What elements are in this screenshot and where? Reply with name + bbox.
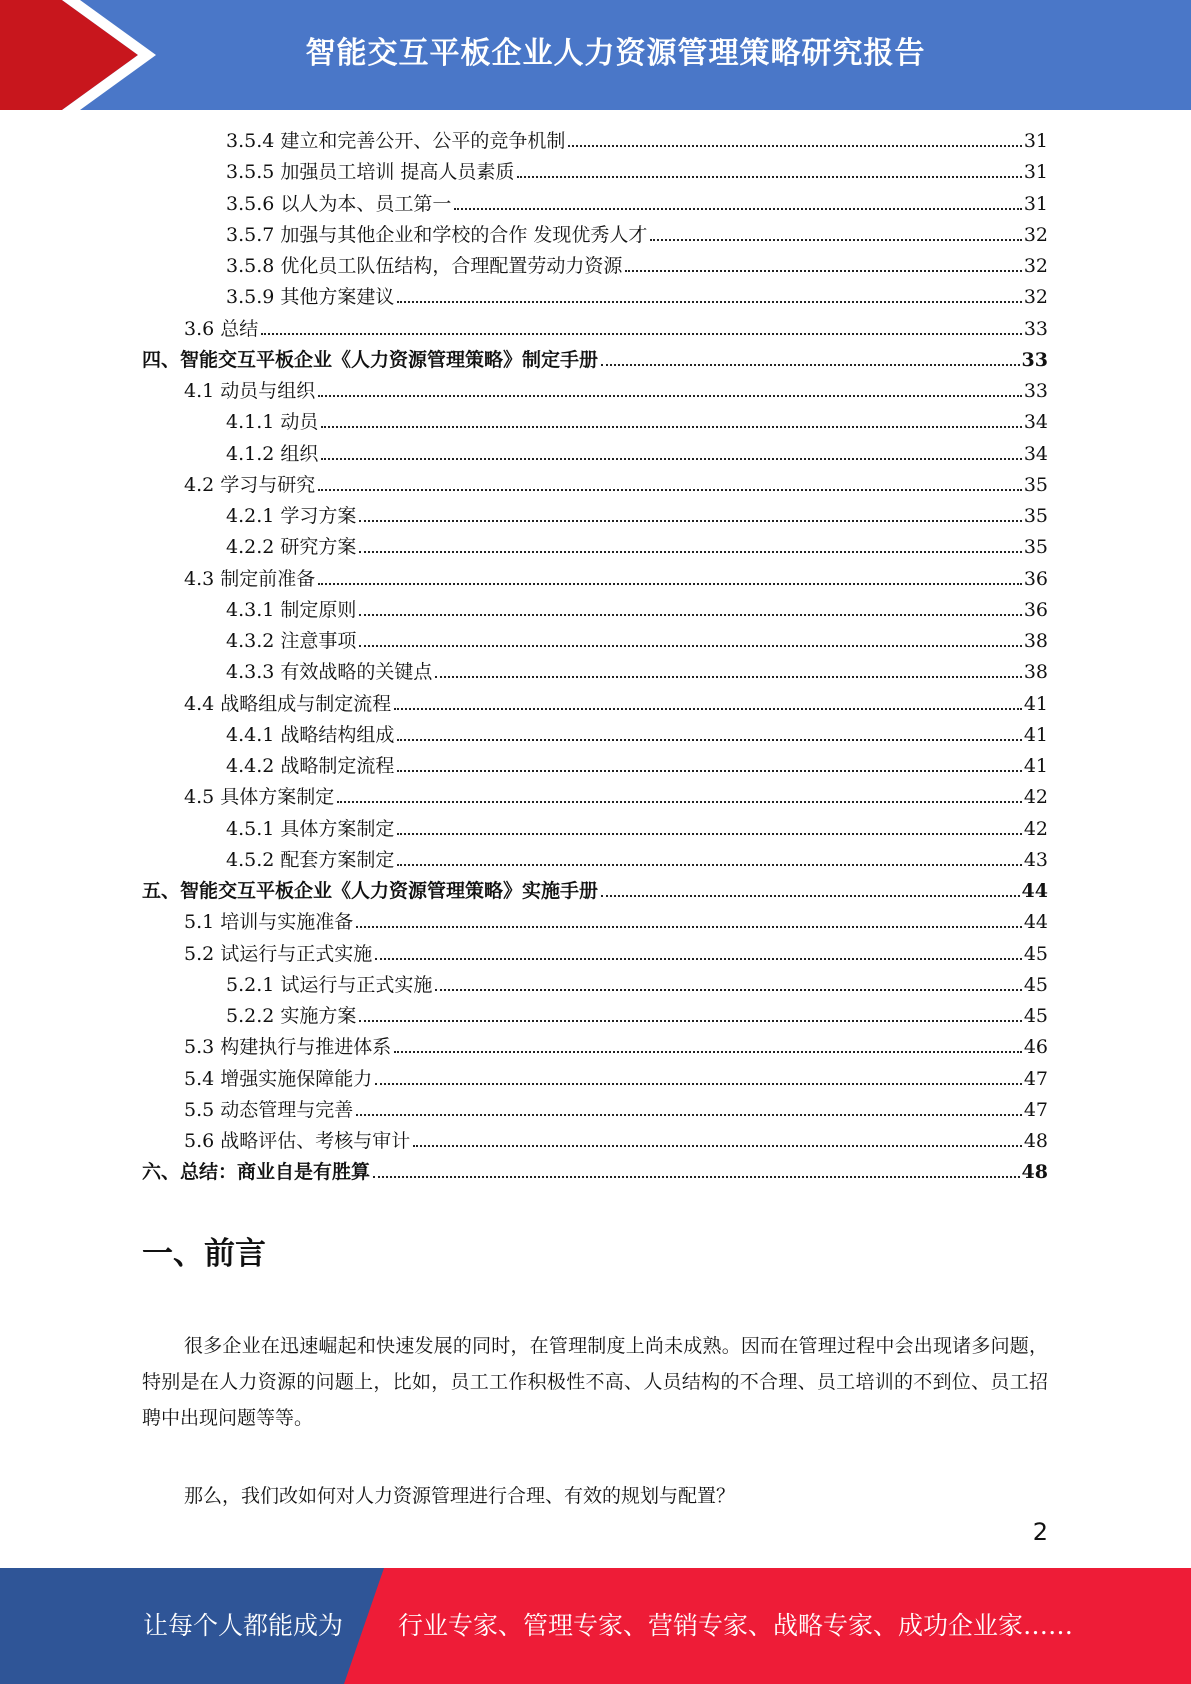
toc-entry[interactable]: [142, 595, 1048, 626]
toc-entry-page: 48: [1021, 1161, 1048, 1184]
toc-leader-dots: [650, 238, 1021, 241]
toc-entry[interactable]: [142, 532, 1048, 563]
toc-entry[interactable]: [142, 939, 1048, 970]
toc-entry-label: 4.3.1 制定原则: [226, 598, 357, 621]
toc-entry-page: 31: [1023, 161, 1048, 184]
toc-entry-label: 5.2.2 实施方案: [226, 1005, 357, 1027]
toc-entry[interactable]: [142, 657, 1048, 688]
toc-entry-page: 33: [1021, 348, 1048, 371]
toc-entry[interactable]: [142, 876, 1048, 907]
toc-leader-dots: [373, 1175, 1020, 1178]
toc-entry[interactable]: [142, 251, 1048, 282]
toc-entry-label: 3.5.5 加强员工培训 提高人员素质: [226, 161, 515, 184]
toc-entry-page: 42: [1023, 817, 1048, 840]
toc-leader-dots: [435, 988, 1021, 991]
toc-entry-label: 5.4 增强实施保障能力: [184, 1067, 373, 1090]
toc-entry[interactable]: [142, 314, 1048, 345]
toc-entry-page: 36: [1023, 567, 1048, 590]
toc-entry[interactable]: [142, 782, 1048, 813]
toc-entry[interactable]: [142, 126, 1048, 157]
toc-entry[interactable]: [142, 407, 1048, 438]
toc-entry[interactable]: [142, 376, 1048, 407]
toc-leader-dots: [397, 769, 1021, 772]
toc-leader-dots: [601, 363, 1020, 366]
toc-entry[interactable]: [142, 1001, 1048, 1032]
toc-entry-label: 4.4.2 战略制定流程: [226, 755, 395, 777]
toc-leader-dots: [601, 894, 1020, 897]
toc-entry-label: 六、总结：商业自是有胜算: [142, 1161, 371, 1184]
toc-entry[interactable]: [142, 1095, 1048, 1126]
toc-entry[interactable]: [142, 501, 1048, 532]
toc-entry-label: 5.2.1 试运行与正式实施: [226, 973, 433, 996]
toc-entry-label: 3.5.4 建立和完善公开、公平的竞争机制: [226, 130, 566, 152]
toc-entry-label: 5.3 构建执行与推进体系: [184, 1036, 392, 1059]
toc-entry[interactable]: [142, 564, 1048, 595]
toc-entry[interactable]: [142, 1032, 1048, 1063]
toc-entry-label: 4.2 学习与研究: [184, 473, 316, 496]
toc-entry-label: 4.5.2 配套方案制定: [226, 848, 395, 871]
toc-entry-page: 42: [1023, 786, 1048, 809]
toc-leader-dots: [625, 269, 1021, 272]
page-number: 2: [1032, 1518, 1048, 1546]
toc-leader-dots: [356, 925, 1022, 928]
section-heading: 一、前言: [142, 1236, 266, 1272]
toc-entry-label: 4.1.2 组织: [226, 442, 319, 465]
toc-entry-label: 4.3 制定前准备: [184, 567, 316, 590]
toc-entry[interactable]: [142, 845, 1048, 876]
toc-leader-dots: [337, 800, 1022, 803]
toc-leader-dots: [359, 613, 1021, 616]
toc-entry-page: 38: [1023, 630, 1048, 652]
toc-leader-dots: [394, 1050, 1022, 1053]
toc-entry-label: 4.3.3 有效战略的关键点: [226, 661, 433, 684]
header-title: 智能交互平板企业人力资源管理策略研究报告: [305, 36, 926, 71]
toc-leader-dots: [375, 957, 1022, 960]
toc-entry-label: 五、智能交互平板企业《人力资源管理策略》实施手册: [142, 880, 599, 902]
toc-entry-label: 4.5 具体方案制定: [184, 786, 335, 809]
toc-leader-dots: [375, 1082, 1022, 1085]
toc-leader-dots: [435, 675, 1021, 678]
toc-entry-label: 4.1.1 动员: [226, 411, 319, 434]
toc-leader-dots: [394, 707, 1022, 710]
toc-entry-page: 47: [1023, 1098, 1048, 1121]
toc-entry-label: 3.5.6 以人为本、员工第一: [226, 192, 452, 215]
toc-entry-page: 41: [1023, 692, 1048, 715]
footer-slogan-left: 让每个人都能成为: [143, 1611, 344, 1640]
toc-entry-label: 3.6 总结: [184, 317, 259, 340]
toc-leader-dots: [318, 488, 1022, 491]
toc-entry-page: 47: [1023, 1067, 1048, 1090]
toc-entry[interactable]: [142, 470, 1048, 501]
toc-entry-label: 5.2 试运行与正式实施: [184, 942, 373, 965]
toc-entry-page: 35: [1023, 536, 1048, 559]
toc-leader-dots: [568, 144, 1021, 147]
toc-entry-page: 31: [1023, 130, 1048, 152]
toc-entry[interactable]: [142, 1157, 1048, 1188]
toc-entry-label: 3.5.7 加强与其他企业和学校的合作 发现优秀人才: [226, 223, 648, 246]
toc-entry[interactable]: [142, 814, 1048, 845]
toc-entry-page: 32: [1023, 223, 1048, 246]
page-header: [0, 0, 1191, 110]
toc-entry-label: 4.2.2 研究方案: [226, 536, 357, 559]
toc-entry[interactable]: [142, 689, 1048, 720]
toc-entry-page: 45: [1023, 1005, 1048, 1027]
body-paragraph: 那么，我们改如何对人力资源管理进行合理、有效的规划与配置？: [184, 1485, 736, 1507]
toc-entry[interactable]: [142, 1126, 1048, 1157]
toc-leader-dots: [413, 1144, 1022, 1147]
toc-entry-page: 43: [1023, 848, 1048, 871]
toc-entry-page: 32: [1023, 286, 1048, 309]
toc-entry[interactable]: [142, 751, 1048, 782]
toc-leader-dots: [321, 457, 1021, 460]
toc-entry-page: 44: [1021, 880, 1048, 902]
toc-leader-dots: [359, 550, 1021, 553]
toc-entry-label: 5.5 动态管理与完善: [184, 1098, 354, 1121]
toc-entry-page: 31: [1023, 192, 1048, 215]
toc-entry-page: 34: [1023, 442, 1048, 465]
toc-entry-label: 4.2.1 学习方案: [226, 505, 357, 527]
toc-entry-label: 4.5.1 具体方案制定: [226, 817, 395, 840]
toc-entry[interactable]: [142, 157, 1048, 188]
toc-entry-label: 5.6 战略评估、考核与审计: [184, 1130, 411, 1152]
toc-entry-page: 41: [1023, 723, 1048, 746]
toc-entry-page: 35: [1023, 505, 1048, 527]
toc-entry[interactable]: [142, 970, 1048, 1001]
toc-entry-page: 33: [1023, 380, 1048, 402]
toc-entry-label: 四、智能交互平板企业《人力资源管理策略》制定手册: [142, 348, 599, 371]
toc-entry-page: 36: [1023, 598, 1048, 621]
toc-leader-dots: [397, 300, 1021, 303]
toc-entry-page: 48: [1023, 1130, 1048, 1152]
toc-entry-label: 4.3.2 注意事项: [226, 630, 357, 652]
footer-slogan-right: 行业专家、管理专家、营销专家、战略专家、成功企业家……: [398, 1611, 1074, 1640]
toc-entry[interactable]: [142, 345, 1048, 376]
toc-entry-page: 34: [1023, 411, 1048, 434]
toc-entry[interactable]: [142, 189, 1048, 220]
toc-entry[interactable]: [142, 220, 1048, 251]
toc-entry-page: 38: [1023, 661, 1048, 684]
toc-leader-dots: [454, 207, 1021, 210]
toc-leader-dots: [318, 394, 1022, 397]
toc-entry-page: 41: [1023, 755, 1048, 777]
table-of-contents: [142, 126, 1048, 1189]
toc-entry[interactable]: [142, 282, 1048, 313]
body-paragraph: 很多企业在迅速崛起和快速发展的同时，在管理制度上尚未成熟。因而在管理过程中会出现诸多问题，特别是在人力资源的问题上，比如，员工工作积极性不高、人员结构的不合理、员工培训的不到位、员工招聘中出现问题等等。: [142, 1335, 1048, 1429]
toc-leader-dots: [321, 425, 1021, 428]
toc-entry[interactable]: [142, 439, 1048, 470]
toc-entry[interactable]: [142, 907, 1048, 938]
toc-entry-label: 3.5.8 优化员工队伍结构，合理配置劳动力资源: [226, 255, 623, 277]
toc-entry-page: 32: [1023, 255, 1048, 277]
toc-entry-label: 4.1 动员与组织: [184, 380, 316, 402]
toc-entry-page: 46: [1023, 1036, 1048, 1059]
toc-leader-dots: [359, 1019, 1021, 1022]
toc-leader-dots: [397, 863, 1021, 866]
toc-leader-dots: [397, 832, 1021, 835]
toc-entry[interactable]: [142, 720, 1048, 751]
toc-entry-label: 4.4 战略组成与制定流程: [184, 692, 392, 715]
toc-entry-page: 44: [1023, 911, 1048, 934]
page-footer: [0, 1568, 1191, 1684]
toc-entry-page: 35: [1023, 473, 1048, 496]
toc-leader-dots: [517, 175, 1021, 178]
toc-leader-dots: [318, 582, 1022, 585]
toc-entry-label: 4.4.1 战略结构组成: [226, 723, 395, 746]
toc-leader-dots: [356, 1113, 1022, 1116]
toc-entry-page: 45: [1023, 973, 1048, 996]
toc-entry-page: 33: [1023, 317, 1048, 340]
toc-entry-label: 3.5.9 其他方案建议: [226, 286, 395, 309]
toc-leader-dots: [359, 644, 1021, 647]
toc-leader-dots: [261, 332, 1022, 335]
toc-entry-page: 45: [1023, 942, 1048, 965]
toc-leader-dots: [397, 738, 1021, 741]
toc-entry[interactable]: [142, 626, 1048, 657]
toc-entry[interactable]: [142, 1064, 1048, 1095]
toc-entry-label: 5.1 培训与实施准备: [184, 911, 354, 934]
toc-leader-dots: [359, 519, 1021, 522]
